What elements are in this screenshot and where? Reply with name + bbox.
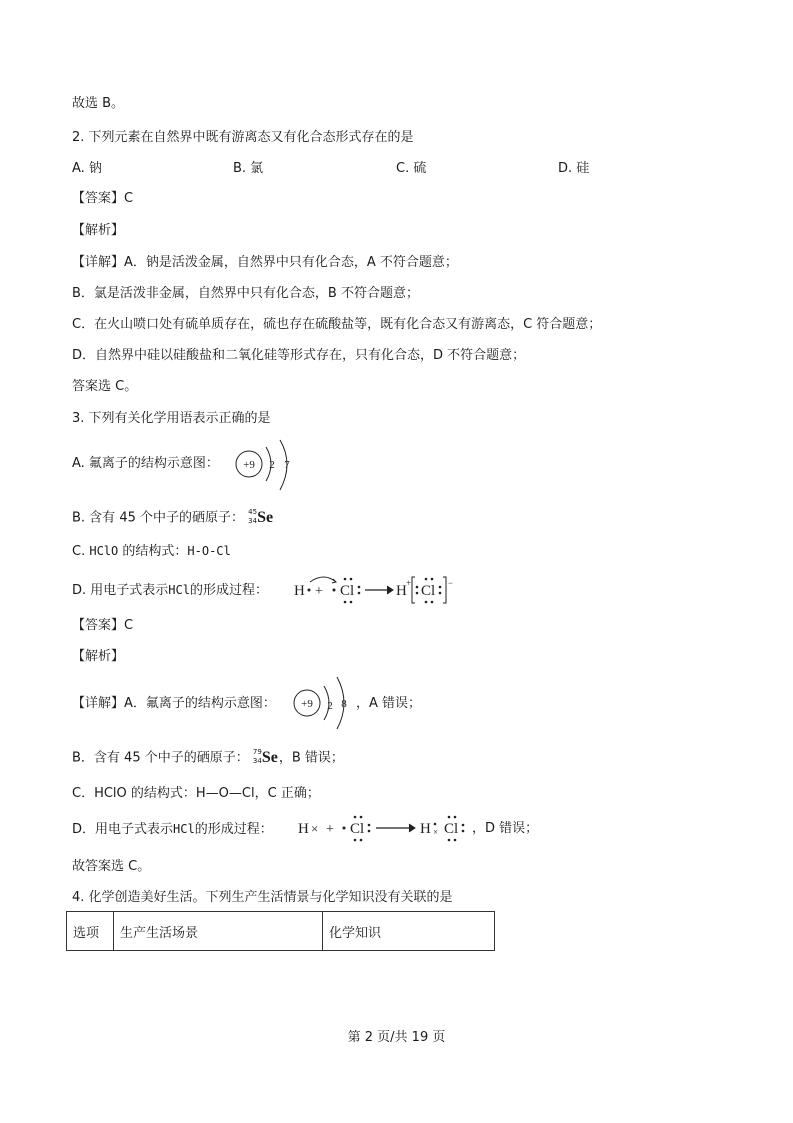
q2-option-c: C. 硫 bbox=[396, 161, 427, 176]
plus-sign: + bbox=[315, 584, 323, 599]
q3-detail-b-end: ，B 错误； bbox=[278, 750, 344, 766]
atom-cl: Cl bbox=[350, 821, 365, 837]
q3-detail-a bbox=[72, 695, 276, 713]
q2-detail-c: C．在火山喷口处有硫单质存在，硫也存在硫酸盐等，既有化合态又有游离态，C 符合题意； bbox=[72, 317, 602, 332]
diagram-nucleus: +9 bbox=[243, 459, 255, 471]
q2-option-a: A. 钠 bbox=[72, 161, 102, 176]
q3-detail-a-text: 【详解】A．氟离子的结构示意图： bbox=[72, 696, 276, 711]
formula-hclo: HClO bbox=[89, 544, 119, 558]
q3-option-d-text: D. 用电子式表示 bbox=[72, 583, 169, 598]
q3-option-a-text: A. 氟离子的结构示意图： bbox=[72, 456, 219, 471]
diagram-shell-2: 8 bbox=[341, 698, 347, 710]
q2-option-d: D. 硅 bbox=[558, 161, 590, 176]
plus-sign: + bbox=[326, 822, 334, 837]
q3-detail-d-end: ，D 错误； bbox=[472, 821, 539, 836]
ion-h: H bbox=[396, 583, 407, 599]
q3-option-a bbox=[72, 455, 219, 473]
atomic-number: 34 bbox=[248, 517, 258, 525]
hcl-electron-formation-question bbox=[292, 570, 472, 610]
q2-detail-b: B．氯是活泼非金属，自然界中只有化合态，B 不符合题意； bbox=[72, 286, 419, 301]
shared-electron-cross: × bbox=[433, 827, 439, 837]
q3-detail-d-text-2: 的形成过程： bbox=[194, 822, 273, 837]
diagram-nucleus: +9 bbox=[301, 698, 313, 710]
q3-option-c bbox=[72, 542, 231, 561]
q3-option-b bbox=[72, 508, 274, 528]
selenium-nuclide-symbol-answer bbox=[253, 748, 279, 768]
q3-analysis-tag: 【解析】 bbox=[72, 649, 125, 664]
q2-analysis-tag: 【解析】 bbox=[72, 223, 125, 238]
formula-hcl: HCl bbox=[168, 583, 190, 597]
table-header-scenario: 生产生活场景 bbox=[114, 912, 323, 951]
q3-option-b-text: B. 含有 45 个中子的硒原子： bbox=[72, 510, 244, 526]
text-line: 故选 B。 bbox=[72, 96, 125, 111]
q2-detail-a: 【详解】A．钠是活泼金属，自然界中只有化合态，A 不符合题意； bbox=[72, 255, 458, 270]
structural-formula: H-O-Cl bbox=[187, 544, 231, 558]
q2-detail-d: D．自然界中硅以硅酸盐和二氧化硅等形式存在，只有化合态，D 不符合题意； bbox=[72, 348, 526, 363]
question-4-stem: 4. 化学创造美好生活。下列生产生活情景与化学知识没有关联的是 bbox=[72, 890, 453, 905]
diagram-shell-1: 2 bbox=[327, 700, 333, 712]
q2-final: 答案选 C。 bbox=[72, 379, 138, 394]
fluoride-ion-diagram bbox=[232, 437, 298, 495]
q2-option-b: B. 氯 bbox=[233, 161, 264, 176]
q3-option-c-label: C. bbox=[72, 544, 90, 559]
q2-answer: 【答案】C bbox=[72, 191, 134, 206]
q3-option-d bbox=[72, 581, 268, 600]
formula-hcl: HCl bbox=[173, 822, 195, 836]
ion-cl: Cl bbox=[421, 583, 436, 599]
element-symbol: Se bbox=[261, 749, 278, 766]
molecule-h: H bbox=[420, 821, 431, 837]
q3-option-c-text: 的结构式： bbox=[118, 544, 188, 559]
table-header-knowledge: 化学知识 bbox=[323, 912, 495, 951]
diagram-shell-2: 7 bbox=[284, 459, 290, 471]
mass-number: 45 bbox=[248, 508, 258, 516]
q3-detail-d-text: D．用电子式表示 bbox=[72, 822, 174, 837]
diagram-shell-1: 2 bbox=[269, 459, 275, 471]
q3-detail-b-text: B．含有 45 个中子的硒原子： bbox=[72, 750, 249, 766]
options-table bbox=[66, 911, 495, 951]
question-3-stem: 3. 下列有关化学用语表示正确的是 bbox=[72, 411, 271, 426]
molecule-cl: Cl bbox=[444, 821, 459, 837]
q3-option-d-text-2: 的形成过程： bbox=[189, 583, 268, 598]
mass-number: 79 bbox=[252, 748, 262, 756]
element-symbol: Se bbox=[257, 509, 274, 526]
q3-answer: 【答案】C bbox=[72, 618, 134, 633]
q3-final: 故答案选 C。 bbox=[72, 859, 151, 874]
fluoride-ion-diagram-answer bbox=[290, 674, 356, 732]
q3-detail-a-end: ，A 错误； bbox=[356, 696, 422, 711]
page-footer: 第 2 页/共 19 页 bbox=[347, 1030, 446, 1045]
question-2-stem: 2. 下列元素在自然界中既有游离态又有化合态形式存在的是 bbox=[72, 130, 414, 145]
electron-cross: × bbox=[311, 821, 319, 836]
atom-h: H bbox=[298, 821, 309, 837]
atom-cl: Cl bbox=[340, 583, 355, 599]
table-header-option: 选项 bbox=[67, 912, 114, 951]
ion-h-charge: + bbox=[406, 578, 412, 588]
ion-cl-charge: − bbox=[448, 578, 454, 588]
q3-detail-c: C．HClO 的结构式：H—O—Cl，C 正确； bbox=[72, 786, 320, 801]
atom-h: H bbox=[294, 583, 305, 599]
hcl-electron-formation-answer bbox=[296, 808, 488, 848]
selenium-nuclide-symbol bbox=[248, 508, 274, 528]
table-header-row bbox=[67, 912, 495, 951]
atomic-number: 34 bbox=[252, 757, 262, 765]
q3-detail-b bbox=[72, 748, 344, 768]
q3-detail-d bbox=[72, 820, 273, 839]
